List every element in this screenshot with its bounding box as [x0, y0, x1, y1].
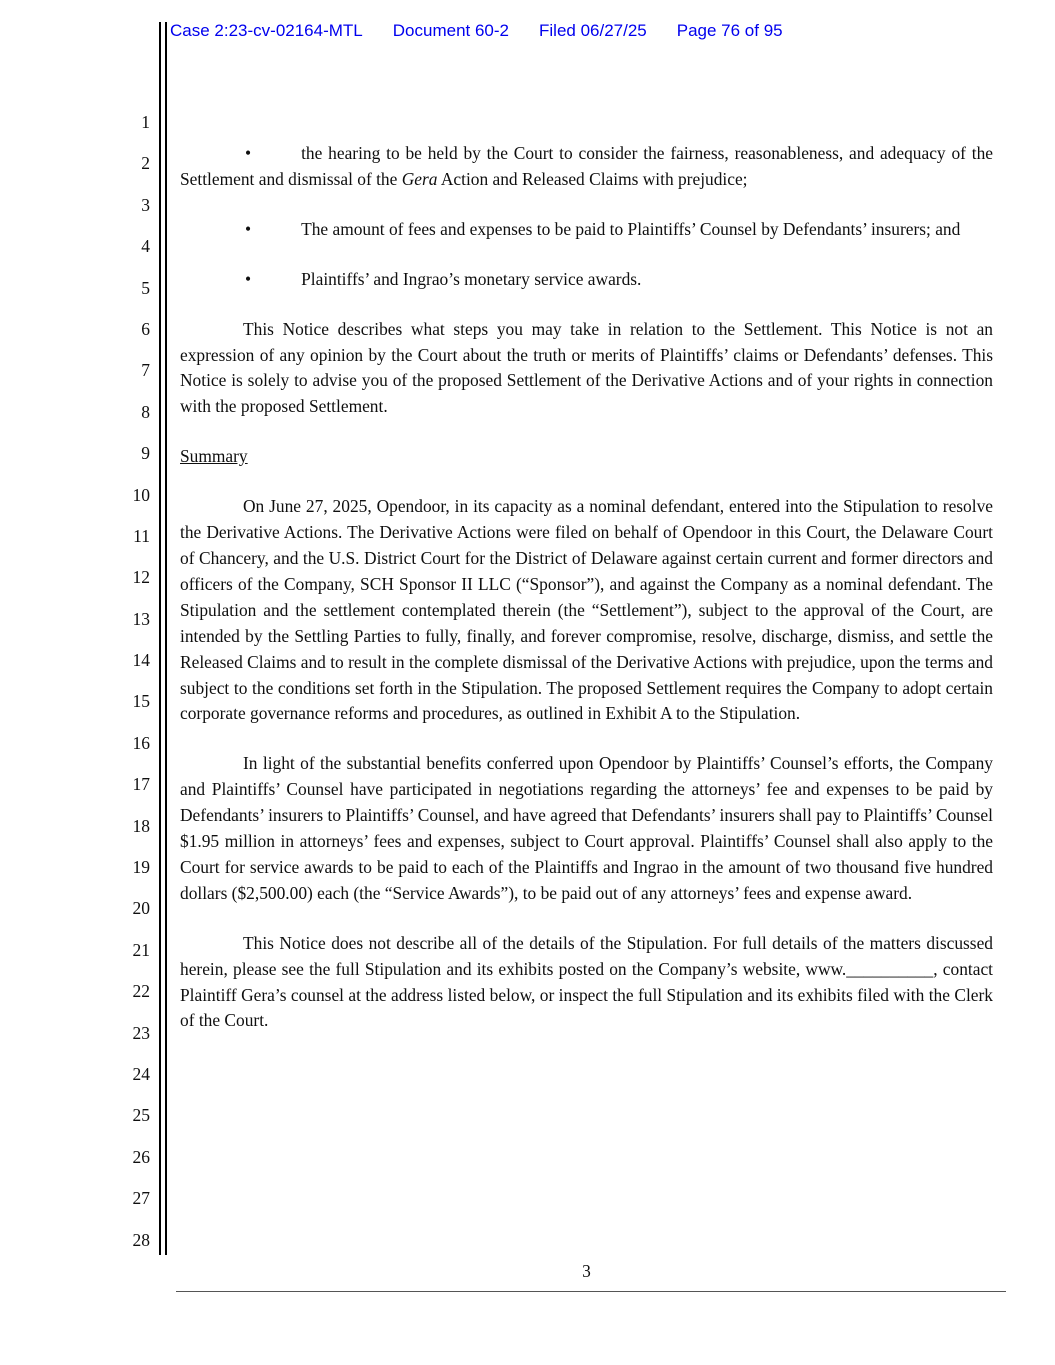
- pleading-double-rule: [159, 22, 167, 1255]
- summary-heading: Summary: [180, 446, 248, 467]
- filed-date: Filed 06/27/25: [539, 21, 647, 40]
- bullet-icon: •: [245, 143, 252, 163]
- case-name-italic: Gera: [401, 168, 438, 189]
- line-number: 10: [132, 484, 150, 505]
- line-number: 16: [132, 732, 150, 753]
- line-number: 13: [132, 608, 150, 629]
- line-number: 8: [141, 401, 150, 422]
- line-number: 14: [132, 650, 150, 671]
- line-number: 19: [132, 857, 150, 878]
- line-number: 17: [132, 774, 150, 795]
- case-number: Case 2:23-cv-02164-MTL: [170, 21, 363, 40]
- document-body: [180, 141, 993, 1034]
- line-number: 6: [141, 318, 150, 339]
- bullet-icon: •: [245, 218, 252, 239]
- line-number: 11: [133, 525, 150, 546]
- line-number: 12: [132, 567, 150, 588]
- document-number: Document 60-2: [392, 21, 509, 40]
- footer-rule: [176, 1291, 1006, 1292]
- line-number: 24: [132, 1063, 150, 1084]
- bullet-text: The amount of fees and expenses to be paid to Plaintiffs’ Counsel by Defendants’ insurers; and: [301, 218, 961, 239]
- bullet-item-service-awards: [180, 267, 993, 293]
- bullet-text: Plaintiffs’ and Ingrao’s monetary service awards.: [301, 268, 642, 289]
- court-stamp-header: [170, 21, 783, 41]
- line-number: 9: [141, 443, 150, 464]
- line-number: 26: [132, 1146, 150, 1167]
- line-number: 2: [141, 153, 150, 174]
- paragraph-notice: This Notice describes what steps you may take in relation to the Settlement. This Notice is not an expression of any opinion by the Court about the truth or merits of Plaintiffs’ claims or Defendants’ defenses. This Notice is solely to advise you of the proposed Settlement of the Derivative Actions and of your rights in connection with the proposed Settlement.: [180, 318, 993, 417]
- line-number: 27: [132, 1188, 150, 1209]
- line-number: 7: [141, 360, 150, 381]
- header-page-info: Page 76 of 95: [676, 21, 783, 40]
- line-number: 21: [132, 939, 150, 960]
- line-number: 25: [132, 1105, 150, 1126]
- bullet-text: Action and Released Claims with prejudice;: [437, 168, 748, 189]
- line-number: 22: [132, 981, 150, 1002]
- line-number: 5: [141, 277, 150, 298]
- line-number: 3: [141, 194, 150, 215]
- line-number-column: [0, 102, 150, 1261]
- line-number: 28: [132, 1229, 150, 1250]
- line-number: 20: [132, 898, 150, 919]
- bullet-text: the hearing to be held by the Court to consider the fairness, reasonableness, and adequacy of the Settlement and dismissal of the: [180, 143, 993, 189]
- paragraph-summary-2: In light of the substantial benefits conferred upon Opendoor by Plaintiffs’ Counsel’s efforts, the Company and Plaintiffs’ Counsel have participated in negotiations regarding the attorneys’ fee and expenses to be paid by Defendants’ insurers to Plaintiffs’ Counsel, and have agreed that Defendants’ insurers shall pay to Plaintiffs’ Counsel $1.95 million in attorneys’ fees and expenses, subject to Court approval. Plaintiffs’ Counsel shall also apply to the Court for service awards to be paid to each of the Plaintiffs and Ingrao in the amount of two thousand five hundred dollars ($2,500.00) each (the “Service Awards”), to be paid out of any attorneys’ fees and expense award.: [180, 753, 993, 903]
- footer-page-number: 3: [582, 1261, 591, 1281]
- line-number: 18: [132, 815, 150, 836]
- line-number: 4: [141, 236, 150, 257]
- paragraph-summary-1: On June 27, 2025, Opendoor, in its capacity as a nominal defendant, entered into the Stipulation to resolve the Derivative Actions. The Derivative Actions were filed on behalf of Opendoor in this Court, the Delaware Court of Chancery, and the U.S. District Court for the District of Delaware against certain current and former directors and officers of the Company, SCH Sponsor II LLC (“Sponsor”), and against the Company as a nominal defendant. The Stipulation and the settlement contemplated therein (the “Settlement”), subject to the approval of the Court, are intended by the Settling Parties to fully, finally, and forever compromise, resolve, discharge, dismiss, and settle the Released Claims and to result in the complete dismissal of the Derivative Actions with prejudice, upon the terms and subject to the conditions set forth in the Stipulation. The proposed Settlement requires the Company to adopt certain corporate governance reforms and procedures, as outlined in Exhibit A to the Stipulation.: [180, 496, 993, 724]
- line-number: 1: [141, 112, 150, 132]
- line-number: 15: [132, 691, 150, 712]
- line-number: 23: [132, 1022, 150, 1043]
- paragraph-final: This Notice does not describe all of the details of the Stipulation. For full details of the matters discussed herein, please see the full Stipulation and its exhibits posted on the Company’s website, www.__________, contact Plaintiff Gera’s counsel at the address listed below, or inspect the full Stipulation and its exhibits filed with the Clerk of the Court.: [180, 932, 993, 1031]
- bullet-item-fees: [180, 217, 993, 243]
- bullet-icon: •: [245, 268, 252, 289]
- bullet-item-hearing: [180, 141, 993, 193]
